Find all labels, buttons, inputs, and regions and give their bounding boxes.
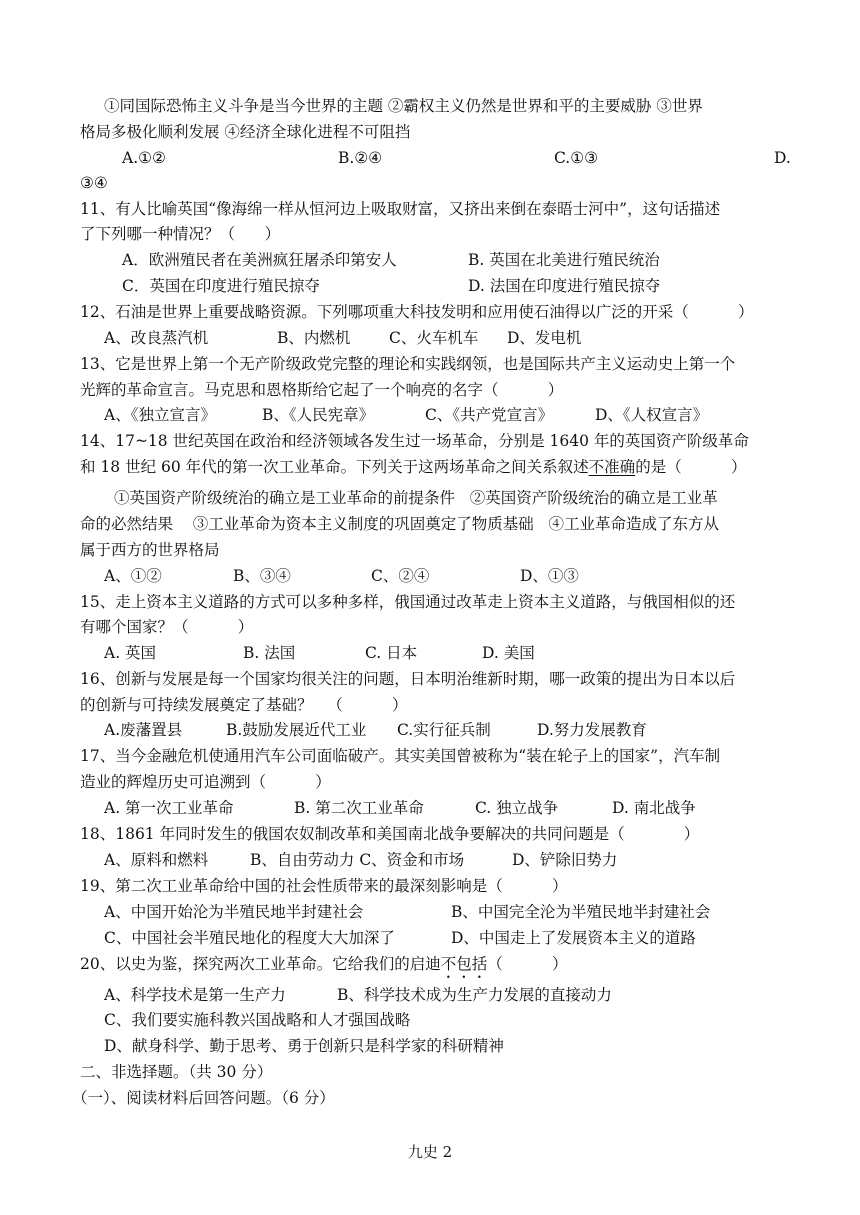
q14-option-a: A、①② [104,567,162,585]
q11-option-c: C．英国在印度进行殖民掠夺 [122,277,320,295]
q14-stem-line1: 14、17~18 世纪英国在政治和经济领域各发生过一场革命，分别是 1640 年的英国资产阶级革命 [80,432,749,450]
q17-option-d: D. 南北战争 [612,799,696,817]
section2-title: 二、非选择题。（共 30 分） [80,1063,273,1081]
q15-stem-line1: 15、走上资本主义道路的方式可以多种多样，俄国通过改革走上资本主义道路，与俄国相似的还 [80,593,736,611]
q14-emphasis-not-accurate: 不准确 [588,458,636,476]
q17-option-b: B. 第二次工业革命 [294,799,424,817]
q19-option-d: D、中国走上了发展资本主义的道路 [451,929,696,947]
q13-stem-line2: 光辉的革命宣言。马克思和恩格斯给它起了一个响亮的名字（ ） [80,381,564,399]
q12-option-b: B、内燃机 [277,329,351,347]
q18-option-a: A、原料和燃料 [104,851,209,869]
q20-stem-post: （ ） [487,955,568,973]
q18-stem: 18、1861 年同时发生的俄国农奴制改革和美国南北战争要解决的共同问题是（ ） [80,825,700,843]
q16-option-d: D.努力发展教育 [537,721,647,739]
q10-stem-line2: 格局多极化顺利发展 ④经济全球化进程不可阻挡 [80,123,411,141]
q14-stem-line2-post: 的是（ ） [635,458,747,476]
q20-emphasis-excluding: 不包括 [440,955,488,973]
q17-stem-line2: 造业的辉煌历史可追溯到（ ） [80,773,331,791]
q16-option-a: A.废藩置县 [104,721,183,739]
q13-stem-line1: 13、它是世界上第一个无产阶级政党完整的理论和实践纲领，也是国际共产主义运动史上第一个 [80,355,736,373]
q10-option-d-wrap: ③④ [80,174,108,192]
q10-option-b: B.②④ [338,149,383,167]
section2-part1-heading: （一）、阅读材料后回答问题。（6 分） [72,1089,335,1107]
q12-stem: 12、石油是世界上重要战略资源。下列哪项重大科技发明和应用使石油得以广泛的开采（ ） [80,303,754,321]
q14-option-b: B、③④ [233,567,291,585]
q16-option-b: B.鼓励发展近代工业 [226,721,367,739]
q11-stem-line1: 11、有人比喻英国“像海绵一样从恒河边上吸取财富，又挤出来倒在泰晤士河中”，这句话描述 [80,200,721,218]
q10-option-a: A.①② [122,149,166,167]
q16-stem-line1: 16、创新与发展是每一个国家均很关注的问题，日本明治维新时期，哪一政策的提出为日本以后 [80,670,736,688]
q13-option-c: C、《共产党宣言》 [425,406,554,424]
q19-option-b: B、中国完全沦为半殖民地半封建社会 [451,903,711,921]
q19-option-a: A、中国开始沦为半殖民地半封建社会 [104,903,364,921]
q11-option-b: B. 英国在北美进行殖民统治 [468,251,660,269]
q17-stem-line1: 17、当今金融危机使通用汽车公司面临破产。其实美国曾被称为“装在轮子上的国家”，汽车制 [80,747,721,765]
q14-statement-line1: ①英国资产阶级统治的确立是工业革命的前提条件 ②英国资产阶级统治的确立是工业革 [114,489,718,507]
q14-statement-line2: 命的必然结果 ③工业革命为资本主义制度的巩固奠定了物质基础 ④工业革命造成了东方从 [80,515,719,533]
q16-option-c: C.实行征兵制 [397,721,491,739]
q15-option-b: B. 法国 [243,644,296,662]
q10-option-c: C.①③ [554,149,599,167]
page-footer: 九史 2 [407,1143,453,1161]
q16-stem-line2: 的创新与可持续发展奠定了基础？ （ ） [80,696,408,714]
q15-stem-line2: 有哪个国家？（ ） [80,618,254,636]
q18-option-d: D、铲除旧势力 [512,851,618,869]
q10-option-d: D. [774,149,791,167]
q14-statement-line3: 属于西方的世界格局 [80,541,220,559]
q13-option-b: B、《人民宪章》 [262,406,375,424]
q15-option-a: A. 英国 [104,644,157,662]
q20-option-d: D、献身科学、勤于思考、勇于创新只是科学家的科研精神 [104,1037,504,1055]
q17-option-a: A. 第一次工业革命 [104,799,234,817]
q11-option-a: A．欧洲殖民者在美洲疯狂屠杀印第安人 [122,251,397,269]
q20-option-b: B、科学技术成为生产力发展的直接动力 [337,986,612,1004]
q20-stem [80,954,568,982]
q19-stem: 19、第二次工业革命给中国的社会性质带来的最深刻影响是（ ） [80,877,568,895]
q11-stem-line2: 了下列哪一种情况？（ ） [80,225,281,243]
q20-option-a: A、科学技术是第一生产力 [104,986,286,1004]
q14-stem-line2-pre: 和 18 世纪 60 年代的第一次工业革命。下列关于这两场革命之间关系叙述 [80,458,589,476]
q18-option-b-c: B、自由劳动力 C、资金和市场 [250,851,465,869]
q12-option-d: D、发电机 [507,329,582,347]
q11-option-d: D. 法国在印度进行殖民掠夺 [468,277,661,295]
q20-stem-pre: 20、以史为鉴，探究两次工业革命。它给我们的启迪 [80,955,441,973]
q10-stem-line1: ①同国际恐怖主义斗争是当今世界的主题 ②霸权主义仍然是世界和平的主要威胁 ③世界 [104,97,703,115]
q19-option-c: C、中国社会半殖民地化的程度大大加深了 [104,929,395,947]
q14-option-c: C、②④ [371,567,430,585]
q12-option-a: A、改良蒸汽机 [104,329,209,347]
q13-option-a: A、《独立宣言》 [104,406,216,424]
q13-option-d: D、《人权宣言》 [595,406,709,424]
q14-stem-line2 [80,457,746,477]
q17-option-c: C. 独立战争 [475,799,559,817]
q14-option-d: D、①③ [520,567,579,585]
q12-option-c: C、火车机车 [389,329,479,347]
q15-option-c: C. 日本 [365,644,418,662]
q15-option-d: D. 美国 [482,644,535,662]
q20-option-c: C、我们要实施科教兴国战略和人才强国战略 [104,1011,411,1029]
